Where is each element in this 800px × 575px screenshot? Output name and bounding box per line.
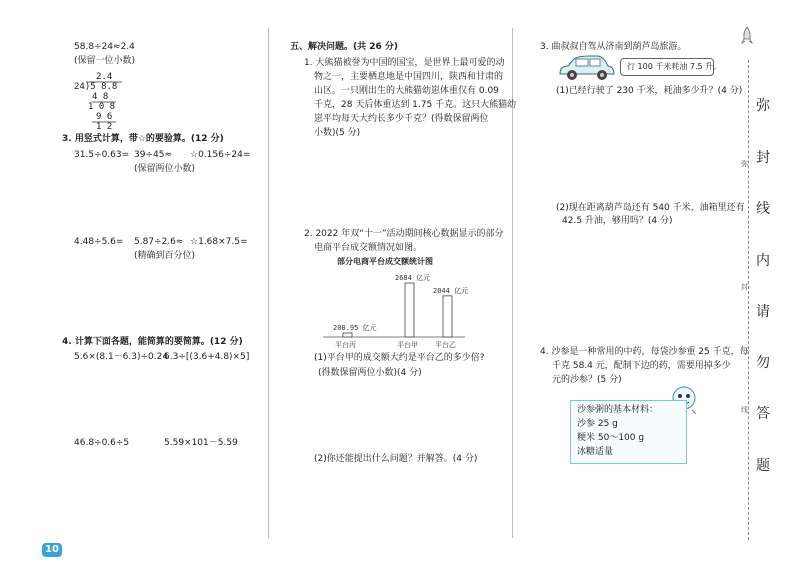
binding-mark: 封	[741, 283, 748, 291]
recipe-line: 沙参 25 g	[577, 419, 618, 429]
problem-1-line: 物之一，主要栖息地是中国四川，陕西和甘肃的	[314, 72, 504, 82]
q3-f: ☆1.68×7.5=	[190, 237, 248, 247]
problem-1-line: 山区。一只刚出生的大熊猫幼崽体重仅有 0.09	[314, 86, 499, 96]
long-div-row: 1 0 8	[88, 102, 116, 112]
chart-value-label: 200.95 亿元	[333, 323, 377, 332]
seal-char: 弥	[756, 98, 770, 114]
recipe-note	[570, 400, 687, 464]
q3-b: 39÷45≈	[134, 150, 172, 160]
speech-text: 行 100 千米耗油 7.5 升。	[627, 62, 722, 71]
chart-category-label: 平台乙	[435, 341, 456, 349]
q4-d: 5.59×101－5.59	[164, 438, 238, 448]
seal-char: 请	[756, 304, 770, 320]
q3-c: ☆0.156÷24=	[190, 150, 251, 160]
chart-bar	[405, 283, 414, 337]
seal-char: 答	[756, 406, 770, 422]
long-div-row: 24)5 8.8	[74, 82, 118, 92]
chart-svg	[315, 255, 485, 350]
problem-2-q1: (1)平台甲的成交额大约是平台乙的多少倍?	[314, 353, 485, 363]
problem-1-line: 千克，28 天后体重达到 1.75 千克。这只大熊猫幼	[314, 100, 517, 110]
long-div-row: 1 2	[96, 122, 113, 132]
q3-e-note: (精确到百分位)	[134, 251, 196, 261]
chart-bar	[443, 296, 452, 337]
chart-bar	[343, 333, 352, 337]
recipe-line: 沙参粥的基本材料：	[577, 405, 659, 415]
problem-3-q2-line: (2)现在距离葫芦岛还有 540 千米，油箱里还有	[556, 203, 745, 213]
long-div-quotient: 2.4	[96, 72, 113, 82]
problem-2-q1-note: (得数保留两位小数)(4 分)	[318, 368, 422, 378]
section-title: 五、解决问题。(共 26 分)	[290, 42, 399, 52]
problem-4-line: 千克 58.4 元，配制下边的药，需要用掉多少	[552, 361, 731, 371]
chart-value-label: 2044 亿元	[433, 286, 469, 295]
q3-d: 4.48÷5.6=	[74, 237, 124, 247]
binding-mark: 线	[741, 406, 748, 414]
chart-value-label: 2684 亿元	[395, 274, 431, 282]
chart-title: 部分电商平台成交额统计图	[337, 257, 433, 266]
q3-e: 5.87÷2.6≈	[134, 237, 184, 247]
seal-char: 线	[756, 201, 770, 217]
prev-answer: 58.8÷24≈2.4	[74, 42, 135, 52]
long-div-rules	[86, 80, 126, 130]
problem-3-q1: (1)已经行驶了 230 千米，耗油多少升？(4 分)	[556, 86, 743, 96]
prev-answer-note: (保留一位小数)	[74, 56, 136, 66]
problem-1-line: 1. 大熊猫被誉为中国的国宝，是世界上最可爱的动	[304, 58, 505, 68]
problem-2-line: 2. 2022 年双“十一”活动期间核心数据显示的部分	[304, 229, 504, 239]
problem-2-q2: (2)你还能提出什么问题？并解答。(4 分)	[314, 454, 478, 464]
page-number: 10	[42, 543, 62, 557]
q4-a: 5.6×(8.1－6.3)÷0.24	[74, 352, 169, 362]
problem-4-line: 元的沙参？(5 分)	[552, 375, 622, 385]
q4-b: 6.3÷[(3.6+4.8)×5]	[164, 352, 250, 362]
chart-category-label: 平台甲	[397, 341, 418, 349]
binding-mark: 弥	[741, 160, 748, 168]
problem-3-title: 3. 曲叔叔自驾从济南到葫芦岛旅游。	[540, 42, 687, 52]
q3-a: 31.5÷0.63=	[74, 150, 130, 160]
column-divider-left	[268, 28, 269, 538]
rocket-icon	[741, 26, 753, 46]
recipe-line: 粳米 50～100 g	[577, 433, 645, 443]
q4-c: 46.8÷0.6÷5	[74, 438, 130, 448]
problem-4-line: 4. 沙参是一种常用的中药，每袋沙参重 25 千克，每	[540, 347, 749, 357]
problem-1-line: 崽平均每天大约长多少千克？(得数保留两位	[314, 114, 489, 124]
q3-b-note: (保留两位小数)	[134, 164, 196, 174]
bar-chart	[315, 255, 485, 350]
seal-char: 题	[756, 458, 770, 474]
q4-title: 4. 计算下面各题，能简算的要简算。(12 分)	[62, 337, 243, 347]
speech-bubble	[620, 58, 722, 76]
recipe-line: 冰糖适量	[577, 447, 614, 457]
seal-dashed-line	[748, 60, 749, 540]
seal-char: 内	[756, 253, 770, 269]
problem-1-line: 小数)(5 分)	[314, 128, 361, 138]
seal-char: 勿	[756, 355, 770, 371]
q3-title: 3. 用竖式计算，带☆的要验算。(12 分)	[62, 134, 224, 144]
long-div-row: 4 8	[92, 92, 109, 102]
long-div-row: 9 6	[96, 112, 113, 122]
problem-3-q2-line: 42.5 升油，够用吗？(4 分)	[562, 216, 673, 226]
problem-2-line: 电商平台成交额情况如图。	[314, 243, 423, 253]
seal-char: 封	[756, 150, 770, 166]
car-icon	[556, 54, 616, 82]
chart-category-label: 平台丙	[335, 341, 356, 349]
